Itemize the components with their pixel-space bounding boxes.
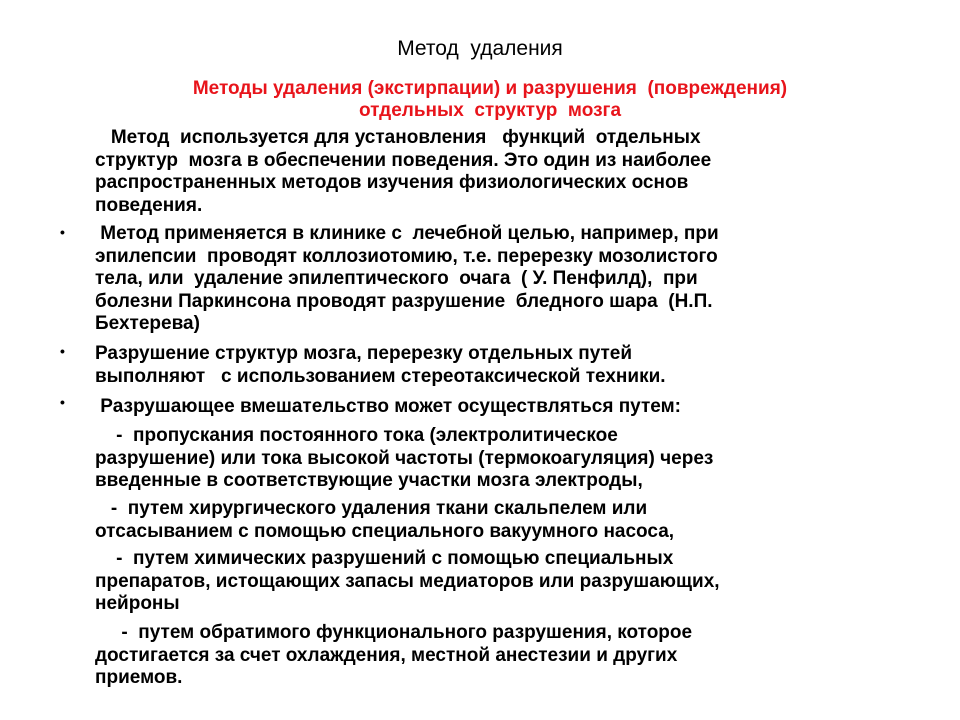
paragraph-line: Метод используется для установления функций отдельных	[95, 127, 701, 148]
sub-item	[95, 622, 895, 690]
sub-item	[95, 498, 895, 543]
bullet-marker: •	[60, 224, 65, 240]
paragraph-line: введенные в соответствующие участки мозга электроды,	[95, 470, 643, 491]
paragraph-line: - пропускания постоянного тока (электролитическое	[95, 425, 618, 446]
sub-item	[95, 425, 895, 493]
paragraph-line: - путем хирургического удаления ткани скальпелем или	[95, 498, 648, 519]
paragraph-line: - путем химических разрушений с помощью специальных	[95, 548, 674, 569]
slide-title: Метод удаления	[397, 37, 563, 60]
paragraph-line: нейроны	[95, 593, 180, 614]
bullet-marker: •	[60, 394, 65, 410]
bullet-item	[95, 343, 895, 388]
bullet-item	[95, 223, 895, 336]
paragraph-line: поведения.	[95, 194, 203, 216]
paragraph-line: болезни Паркинсона проводят разрушение бледного шара (Н.П.	[95, 290, 713, 312]
paragraph-line: Разрушающее вмешательство может осуществляться путем:	[95, 396, 681, 417]
paragraph-line: эпилепсии проводят коллозиотомию, т.е. перерезку мозолистого	[95, 245, 718, 267]
paragraph-line: препаратов, истощающих запасы медиаторов или разрушающих,	[95, 570, 720, 592]
paragraph-line: структур мозга в обеспечении поведения. Это один из наиболее	[95, 149, 712, 171]
slide-subtitle	[95, 78, 885, 122]
paragraph-line: отсасыванием с помощью специального вакуумного насоса,	[95, 520, 675, 542]
intro-paragraph	[95, 127, 895, 217]
sub-item	[95, 548, 895, 616]
paragraph-line: Бехтерева)	[95, 313, 200, 334]
paragraph-line: достигается за счет охлаждения, местной анестезии и других	[95, 644, 678, 666]
paragraph-line: распространенных методов изучения физиологических основ	[95, 172, 689, 193]
paragraph-line: Метод применяется в клинике с лечебной целью, например, при	[95, 223, 719, 244]
paragraph-line: выполняют с использованием стереотаксической техники.	[95, 365, 666, 387]
bullet-item	[95, 396, 895, 419]
paragraph-line: - путем обратимого функционального разрушения, которое	[95, 622, 693, 643]
subtitle-line: Методы удаления (экстирпации) и разрушения (повреждения)	[192, 78, 788, 99]
bullet-marker: •	[60, 343, 65, 359]
paragraph-line: приемов.	[95, 667, 183, 688]
subtitle-line: отдельных структур мозга	[358, 100, 622, 121]
paragraph-line: Разрушение структур мозга, перерезку отдельных путей	[95, 343, 633, 364]
paragraph-line: тела, или удаление эпилептического очага ( У. Пенфилд), при	[95, 268, 698, 289]
paragraph-line: разрушение) или тока высокой частоты (термокоагуляция) через	[95, 447, 714, 469]
